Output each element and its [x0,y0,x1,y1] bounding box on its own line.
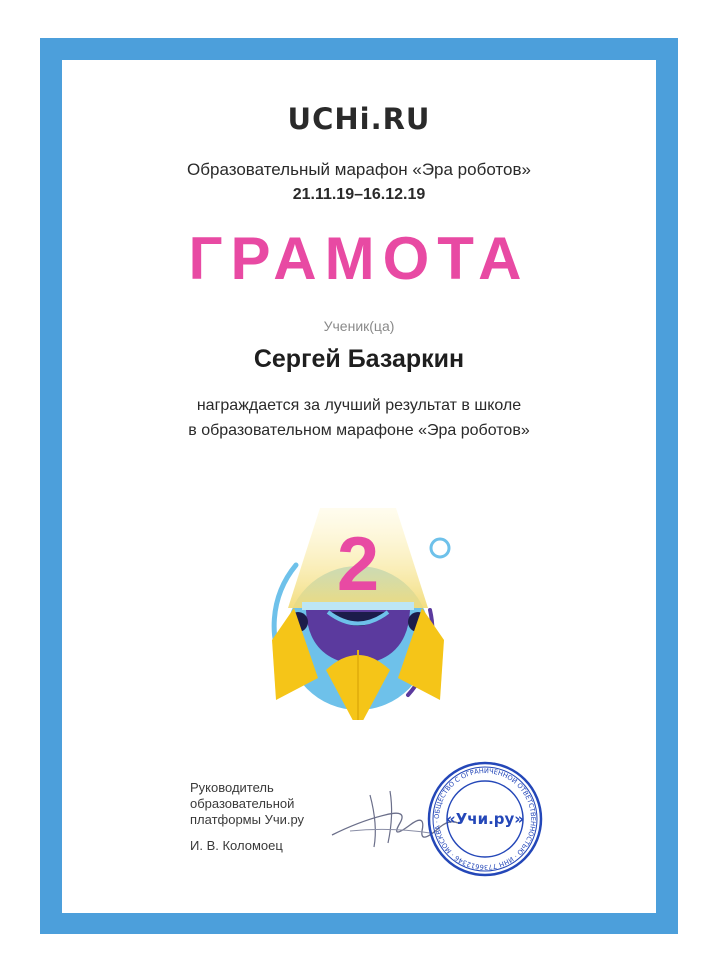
marathon-dates: 21.11.19–16.12.19 [292,186,426,203]
certificate-sheet [62,60,656,913]
uchi-ru-logo: UCHi.RU [287,102,431,136]
signatory-title-line: образовательной [190,796,295,811]
place-number: 2 [336,522,380,607]
signatory-title-line: платформы Учи.ру [190,812,305,827]
recipient-role: Ученик(ца) [323,318,395,334]
signatory-name: И. В. Коломоец [190,838,283,853]
stamp-ring-text: ОБЩЕСТВО С ОГРАНИЧЕННОЙ ОТВЕТСТВЕННОСТЬЮ · ИНН 7736612346 · МОСКВА · [432,766,538,872]
recipient-name: Сергей Базаркин [253,345,465,373]
company-seal-icon [426,760,544,878]
signatory-title [190,780,304,828]
signatory-title-line: Руководитель [190,780,274,795]
award-text-line-1: награждается за лучший результат в школе [196,397,522,414]
robot-mascot-icon [258,490,458,720]
award-text-line-2: в образовательном марафоне «Эра роботов» [188,422,530,439]
stamp-center-text: «Учи.ру» [446,810,524,828]
certificate-heading: ГРАМОТА [188,225,530,292]
marathon-title: Образовательный марафон «Эра роботов» [187,160,531,179]
